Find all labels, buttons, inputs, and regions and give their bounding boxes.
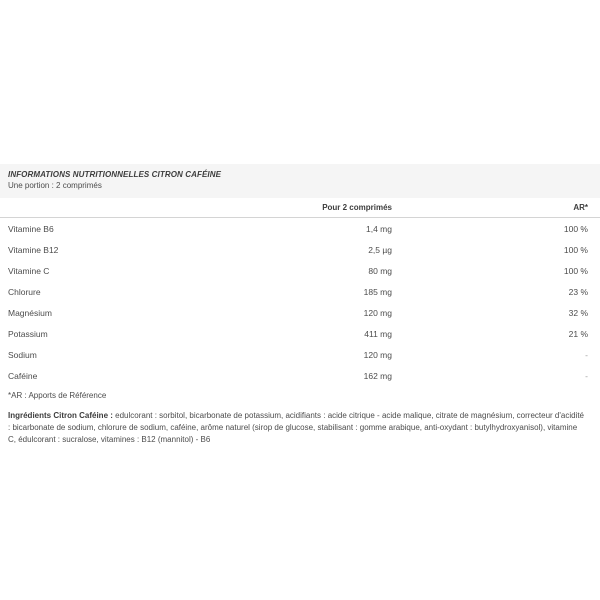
nutrient-ar: 100 % bbox=[563, 244, 588, 255]
nutrition-title: INFORMATIONS NUTRITIONNELLES CITRON CAFÉINE bbox=[8, 170, 222, 179]
table-row bbox=[0, 302, 600, 323]
nutrient-name: Caféine bbox=[8, 370, 38, 381]
nutrient-amount: 185 mg bbox=[363, 286, 392, 297]
ingredients-label: Ingrédients Citron Caféine : bbox=[8, 411, 113, 420]
column-header-amount: Pour 2 comprimés bbox=[322, 203, 392, 212]
nutrient-name: Magnésium bbox=[8, 307, 52, 318]
table-row bbox=[0, 218, 600, 239]
nutrient-name: Vitamine B12 bbox=[8, 244, 59, 255]
nutrient-amount: 162 mg bbox=[363, 370, 392, 381]
nutrient-ar: 23 % bbox=[568, 286, 588, 297]
table-row bbox=[0, 281, 600, 302]
ar-footnote: *AR : Apports de Référence bbox=[8, 391, 107, 400]
column-header-ar: AR* bbox=[573, 203, 588, 212]
table-row bbox=[0, 365, 600, 386]
table-body bbox=[0, 218, 600, 386]
nutrition-header-band bbox=[0, 164, 600, 198]
nutrient-ar: 100 % bbox=[563, 265, 588, 276]
nutrient-name: Vitamine B6 bbox=[8, 223, 54, 234]
nutrient-name: Chlorure bbox=[8, 286, 41, 297]
table-header-row bbox=[0, 198, 600, 218]
nutrient-amount: 411 mg bbox=[364, 328, 392, 339]
table-row bbox=[0, 260, 600, 281]
nutrient-name: Potassium bbox=[8, 328, 48, 339]
table-row bbox=[0, 239, 600, 260]
nutrient-amount: 1,4 mg bbox=[366, 223, 392, 234]
nutrient-ar: 32 % bbox=[568, 307, 588, 318]
nutrient-name: Vitamine C bbox=[8, 265, 50, 276]
nutrient-amount: 2,5 µg bbox=[368, 244, 392, 255]
nutrient-amount: 120 mg bbox=[363, 307, 392, 318]
table-row bbox=[0, 344, 600, 365]
table-row bbox=[0, 323, 600, 344]
ingredients-text: edulcorant : sorbitol, bicarbonate de potassium, acidifiants : acide citrique - acide malique, citrate de magnésium, correcteur d'acidité : bicarbonate de sodium, chlorure de sodium, caféine, arôme naturel (sirop de glucose, stabilisant : gomme arabique, anti-oxydant : butylhydroxyanisol), vitamine C, édulcorant : sucralose, vitamines : B12 (mannitol) - B6 bbox=[8, 411, 585, 444]
serving-size: Une portion : 2 comprimés bbox=[8, 181, 102, 190]
nutrient-amount: 120 mg bbox=[363, 349, 392, 360]
nutrient-ar: 100 % bbox=[563, 223, 588, 234]
nutrient-amount: 80 mg bbox=[368, 265, 392, 276]
ingredients-paragraph bbox=[0, 401, 592, 446]
nutrient-ar: 21 % bbox=[568, 328, 588, 339]
nutrient-ar: - bbox=[585, 349, 588, 360]
nutrient-ar: - bbox=[585, 370, 588, 381]
nutrient-name: Sodium bbox=[8, 349, 37, 360]
nutrition-section bbox=[0, 164, 600, 446]
